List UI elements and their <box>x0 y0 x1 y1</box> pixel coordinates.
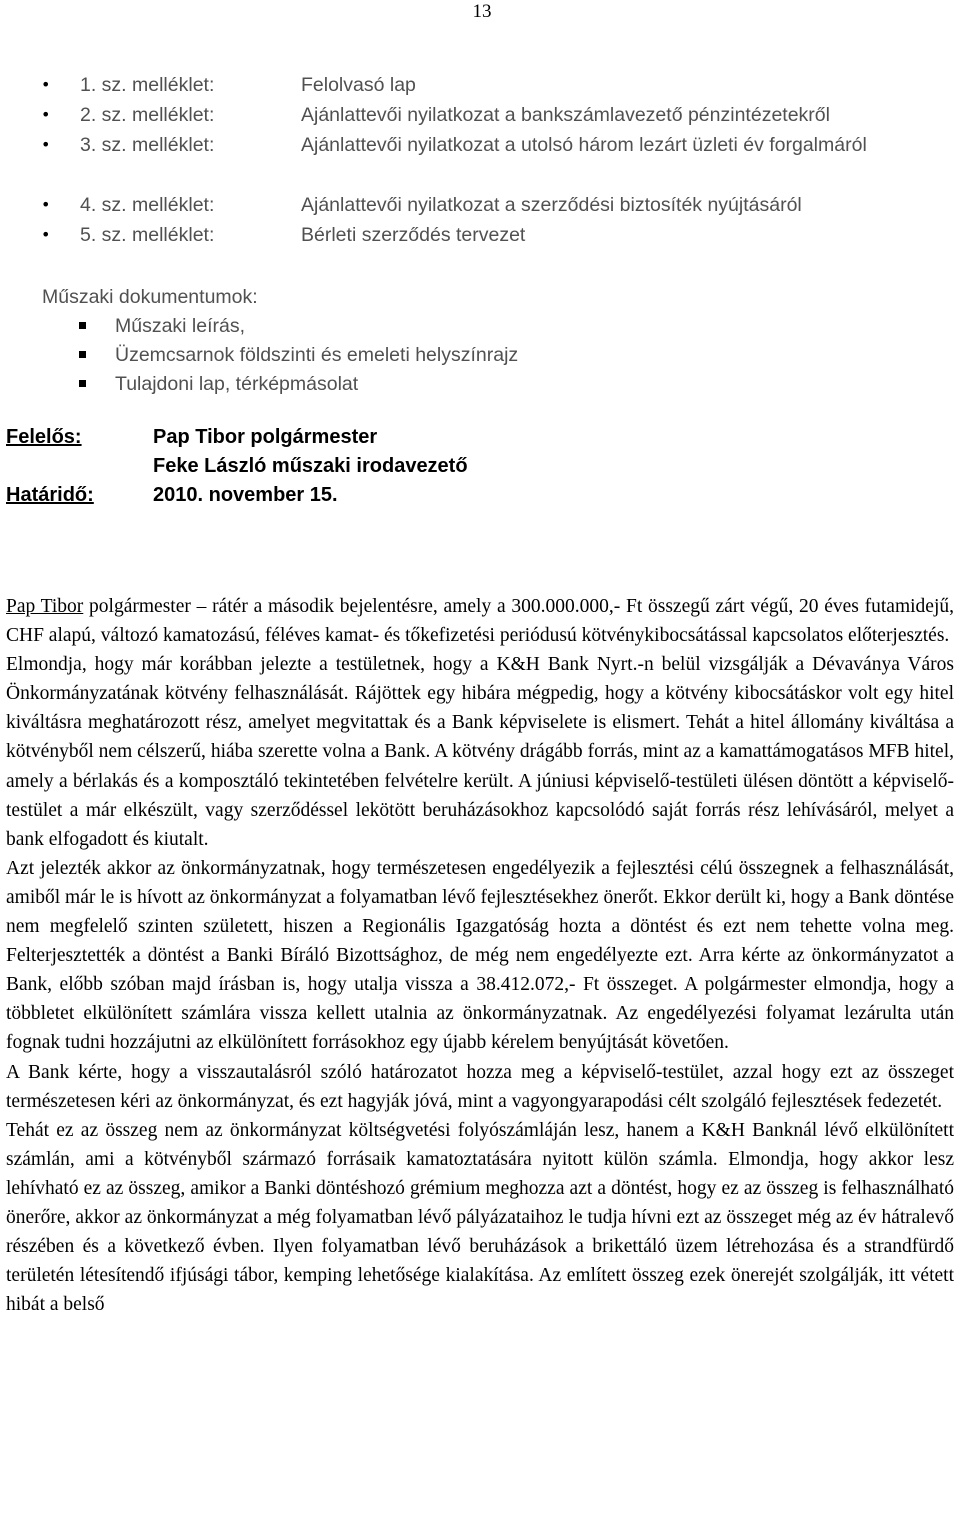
annex-number: 5. sz. melléklet: <box>80 224 215 246</box>
list-item <box>0 220 960 250</box>
annex-title: Ajánlattevői nyilatkozat a szerződési biztosíték nyújtásáról <box>301 194 802 216</box>
responsible-person: Feke László műszaki irodavezető <box>153 455 468 477</box>
list-item <box>0 70 960 100</box>
bullet-icon: • <box>41 225 51 244</box>
technical-document-label: Üzemcsarnok földszinti és emeleti helyszínrajz <box>115 344 519 366</box>
bullet-icon: • <box>41 75 51 94</box>
annex-number: 3. sz. melléklet: <box>80 134 215 156</box>
speaker-name: Pap Tibor <box>6 596 84 617</box>
responsible-person: Pap Tibor polgármester <box>153 426 378 448</box>
annex-title: Ajánlattevői nyilatkozat a bankszámlavezető pénzintézetekről <box>301 104 830 126</box>
paragraph: Elmondja, hogy már korábban jelezte a testületnek, hogy a K&H Bank Nyrt.-n belül vizsgálják a Dévaványa Város Önkormányzatának kötvény felhasználását. Rájöttek egy hibára mégpedig, hogy a kötvény kibocsátáskor volt egy hitel kiváltásra meghatározott rész, amelyet megvitattak és a Bank képviselete is elismert. Tehát a hitel állomány kiváltása a kötvényből nem célszerű, hiába szerette volna a Bank. A kötvény drágább forrás, mint az a kamattámogatásos MFB hitel, amely a bérlakás és a komposztáló tekintetében felvételre került. A júniusi képviselő-testületi ülésen döntött a képviselő-testület a már elkészült, vagy szerződéssel lekötött beruházásokhoz kapcsolódó saját forrás rész lehívásáról, melyet a bank elfogadott és kiutalt. <box>6 654 954 850</box>
square-bullet-icon <box>79 351 86 358</box>
list-item <box>0 100 960 130</box>
annex-number: 4. sz. melléklet: <box>80 194 215 216</box>
square-bullet-icon <box>79 322 86 329</box>
list-item <box>115 369 358 399</box>
paragraph: A Bank kérte, hogy a visszautalásról szóló határozatot hozza meg a képviselő-testület, azzal hogy ezt az összeget természetesen kéri az önkormányzat, és ezt hagyják jóvá, mint a vagyongyarapodási célt szolgáló fejlesztések fedezetét. <box>6 1061 954 1112</box>
annex-number: 2. sz. melléklet: <box>80 104 215 126</box>
bullet-icon: • <box>41 105 51 124</box>
annex-title: Felolvasó lap <box>301 74 416 96</box>
list-item <box>115 340 518 370</box>
annex-title: Ajánlattevői nyilatkozat a utolsó három lezárt üzleti év forgalmáról <box>301 134 867 156</box>
technical-document-label: Műszaki leírás, <box>115 315 246 337</box>
list-item <box>0 190 960 220</box>
minutes-text <box>6 592 954 1319</box>
technical-documents-heading: Műszaki dokumentumok: <box>42 286 258 308</box>
annex-title: Bérleti szerződés tervezet <box>301 224 526 246</box>
annex-number: 1. sz. melléklet: <box>80 74 215 96</box>
paragraph: Pap Tibor polgármester – rátér a második bejelentésre, amely a 300.000.000,- Ft összegű zárt végű, 20 éves futamidejű, CHF alapú, változó kamatozású, féléves kamat- és tőkefizetési periódusú kötvénykibocsátással kapcsolatos előterjesztés. <box>6 596 954 647</box>
list-item <box>0 130 960 190</box>
deadline-label: Határidő: <box>6 484 94 506</box>
responsible-label: Felelős: <box>6 426 82 448</box>
technical-document-label: Tulajdoni lap, térképmásolat <box>115 373 359 395</box>
bullet-icon: • <box>41 135 51 154</box>
square-bullet-icon <box>79 380 86 387</box>
bullet-icon: • <box>41 195 51 214</box>
annex-list <box>0 70 960 250</box>
paragraph: Azt jelezték akkor az önkormányzatnak, hogy természetesen engedélyezik a fejlesztési célú összegnek a felhasználását, amiből már le is hívott az önkormányzat a folyamatban lévő fejlesztésekhez önerőt. Ekkor derült ki, hogy a Bank döntése nem megfelelő szinten született, hiszen a Regionális Igazgatóság hozta a döntést és ezt nem tehette volna meg. Felterjesztették a döntést a Banki Bíráló Bizottsághoz, de még nem engedélyezte ezt. Arra kérte az önkormányzatot a Bank, előbb szóban majd írásban is, hogy utalja vissza a 38.412.072,- Ft összeget. A polgármester elmondja, hogy a többletet elkülönített számlára vissza kellett utalnia az önkormányzatnak. Az engedélyezési folyamat lezárulta után fognak tudni hozzájutni az elkülönített forrásokhoz egy újabb kérelem benyújtását követően. <box>6 857 954 1054</box>
list-item <box>115 311 245 341</box>
deadline-value: 2010. november 15. <box>153 484 338 506</box>
paragraph: Tehát ez az összeg nem az önkormányzat költségvetési folyószámláján lesz, hanem a K&H Banknál lévő elkülönített számlán, ami a kötvényből származó forrásaik kamatoztatására nyitott külön számla. Elmondja, hogy akkor lesz lehívható ez az összeg, amikor a Banki döntéshozó grémium meghozza azt a döntést, hogy ez az összeg is felhasználható önerőre, akkor az önkormányzat a még folyamatban lévő pályázataihoz le tudja hívni ezt az összeget még az év hátralevő részében és a következő évben. Ilyen folyamatban lévő beruházások a brikettáló üzem létrehozása és a strandfürdő területén létesítendő ifjúsági tábor, kemping lehetősége kialakítása. Az említett összeg ezek önerejét szolgálják, itt vétett hibát a belső <box>6 1119 954 1316</box>
page-number: 13 <box>472 1 492 22</box>
